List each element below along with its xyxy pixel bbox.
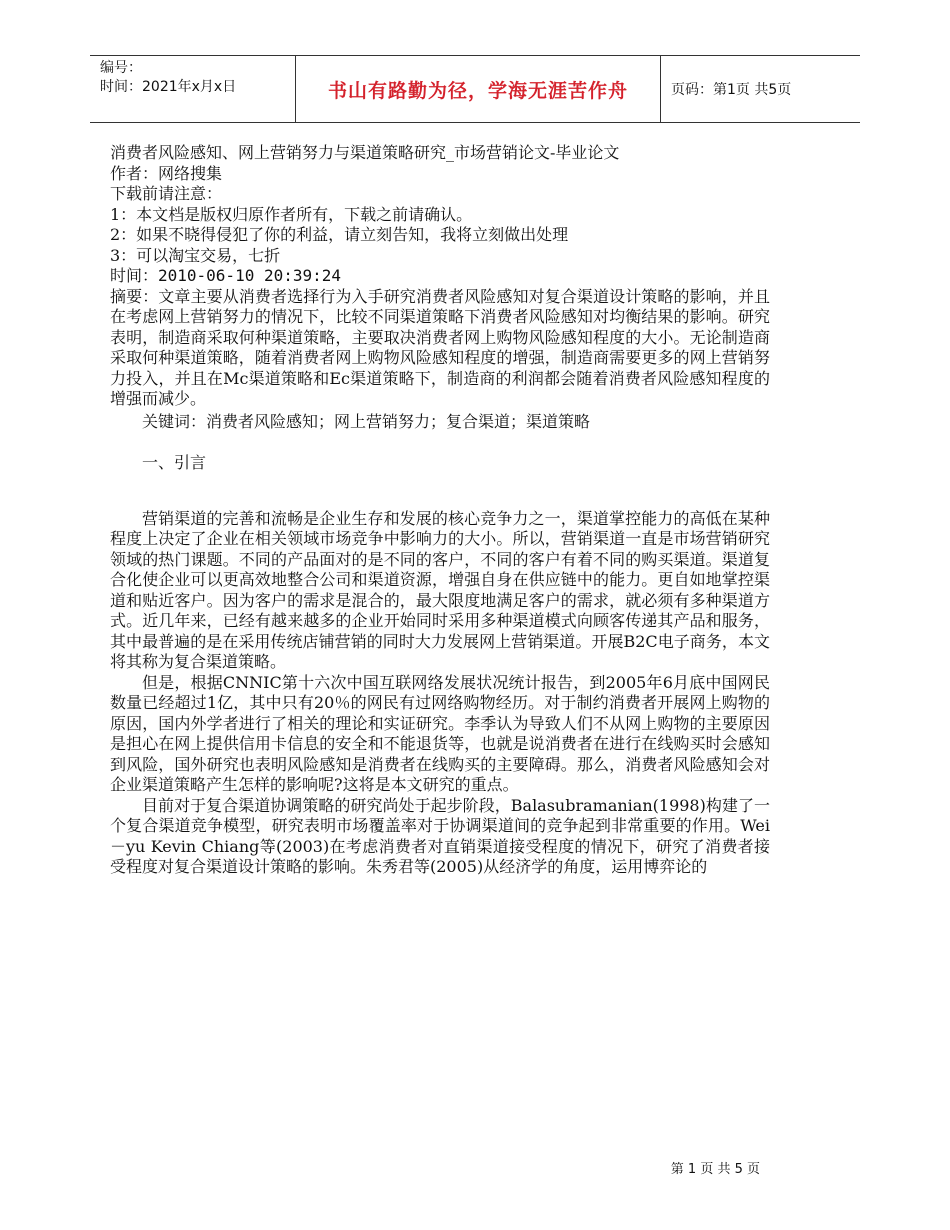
notice-item-1: 1：本文档是版权归原作者所有，下载之前请确认。	[110, 204, 473, 224]
header-motto: 书山有路勤为径，学海无涯苦作舟	[295, 56, 661, 122]
document-body	[110, 143, 770, 878]
doc-number-label: 编号：	[100, 60, 142, 76]
header-meta	[90, 56, 295, 122]
notice-item-3: 3：可以淘宝交易，七折	[110, 245, 281, 265]
page-footer: 第 1 页 共 5 页	[670, 1162, 760, 1177]
document-title: 消费者风险感知、网上营销努力与渠道策略研究_市场营销论文-毕业论文	[110, 143, 620, 162]
doc-time-label: 时间：2021年x月x日	[100, 79, 237, 95]
keywords-line: 关键词：消费者风险感知；网上营销努力；复合渠道；渠道策略	[142, 411, 591, 431]
document-author: 作者：网络搜集	[110, 163, 223, 183]
notice-item-2: 2：如果不晓得侵犯了你的利益，请立刻告知，我将立刻做出处理	[110, 225, 569, 244]
header-page-info: 页码：第1页 共5页	[671, 82, 792, 98]
page-header	[90, 55, 860, 123]
abstract-paragraph: 摘要：文章主要从消费者选择行为入手研究消费者风险感知对复合渠道设计策略的影响，并且在考虑网上营销努力的情况下，比较不同渠道策略下消费者风险感知对均衡结果的影响。研究表明，制造商采取何种渠道策略，主要取决消费者网上购物风险感知程度的大小。无论制造商采取何种渠道策略，随着消费者网上购物风险感知程度的增强，制造商需要更多的网上营销努力投入，并且在Mc渠道策略和Ec渠道策略下，制造商的利润都会随着消费者风险感知程度的增强而减少。	[110, 286, 770, 408]
intro-paragraph-1: 营销渠道的完善和流畅是企业生存和发展的核心竞争力之一，渠道掌控能力的高低在某种程度上决定了企业在相关领域市场竞争中影响力的大小。所以，营销渠道一直是市场营销研究领域的热门课题。不同的产品面对的是不同的客户，不同的客户有着不同的购买渠道。渠道复合化使企业可以更高效地整合公司和渠道资源，增强自身在供应链中的能力。更自如地掌控渠道和贴近客户。因为客户的需求是混合的，最大限度地满足客户的需求，就必须有多种渠道方式。近几年来，已经有越来越多的企业开始同时采用多种渠道模式向顾客传递其产品和服务，其中最普遍的是在采用传统店铺营销的同时大力发展网上营销渠道。开展B2C电子商务，本文将其称为复合渠道策略。	[110, 508, 770, 671]
section-heading-intro: 一、引言	[142, 453, 207, 472]
intro-paragraph-3: 目前对于复合渠道协调策略的研究尚处于起步阶段，Balasubramanian(1998)构建了一个复合渠道竞争模型，研究表明市场覆盖率对于协调渠道间的竞争起到非常重要的作用。Wei－yu Kevin Chiang等(2003)在考虑消费者对直销渠道接受程度的情况下，研究了消费者接受程度对复合渠道设计策略的影响。朱秀君等(2005)从经济学的角度，运用博弈论的	[110, 795, 770, 876]
intro-paragraph-2: 但是，根据CNNIC第十六次中国互联网络发展状况统计报告，到2005年6月底中国网民数量已经超过1亿，其中只有20％的网民有过网络购物经历。对于制约消费者开展网上购物的原因，国内外学者进行了相关的理论和实证研究。李季认为导致人们不从网上购物的主要原因是担心在网上提供信用卡信息的安全和不能退货等，也就是说消费者在进行在线购买时会感知到风险，国外研究也表明风险感知是消费者在线购买的主要障碍。那么，消费者风险感知会对企业渠道策略产生怎样的影响呢?这将是本文研究的重点。	[110, 672, 770, 794]
document-time: 时间：2010-06-10 20:39:24	[110, 266, 342, 285]
notice-title: 下载前请注意：	[110, 184, 223, 203]
